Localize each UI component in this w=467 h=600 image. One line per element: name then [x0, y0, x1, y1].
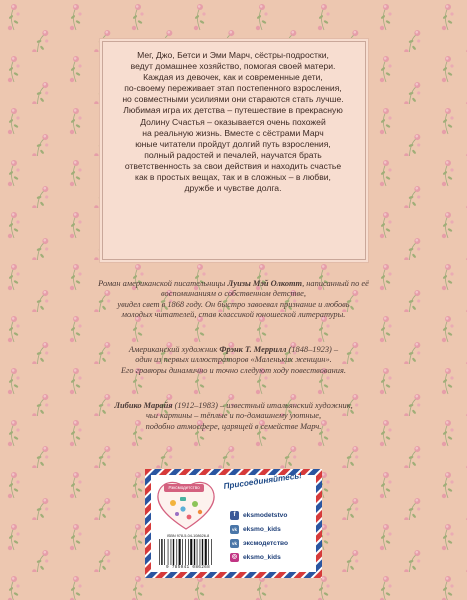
illustrator-name-1: Фрэнк Т. Меррилл: [219, 345, 287, 354]
illustrator-note-1: Американский художник Фрэнк Т. Меррилл (1848–1923) – один из первых иллюстраторов «Маленьких женщин». Его гравюры динамично и точно следуют ходу повествования.: [121, 345, 346, 375]
promo-badge: [145, 469, 322, 578]
annotation-text: Мег, Джо, Бетси и Эми Марч, сёстры-подростки, ведут домашнее хозяйство, помогая своей матери. Каждая из девочек, как и современные дети, по-своему переживает этап постепенного взросления, но совместными усилиями они стараются стать лучше. Любимая игра их детства – путешествие в прекрасную Долину Счастья – оказывается очень похожей на реальную жизнь. Вместе с сёстрами Марч юные читатели пройдут долгий путь взросления, полный радостей и печалей, научатся брать ответственность за свои действия и находить счастье как в простых вещах, так и в сложных – в любви, дружбе и чувстве долга.: [122, 50, 344, 194]
barcode-number: 9 785041 086268: [165, 565, 211, 570]
social-instagram[interactable]: ◎ eksmo_kids: [231, 553, 281, 561]
social-facebook[interactable]: f eksmodetstvo: [230, 509, 316, 521]
vk-icon: vk: [230, 539, 239, 548]
social-vk-1[interactable]: vk eksmo_kids: [230, 523, 316, 535]
author-name: Луизы Мэй Олкотт: [227, 279, 303, 288]
join-label: Присоединяйтесь!: [223, 471, 303, 491]
instagram-icon: ◎: [231, 553, 238, 560]
vk-icon: vk: [230, 525, 239, 534]
barcode: [157, 539, 219, 565]
isbn-text: ISBN 978-5-04-108626-8: [166, 534, 210, 538]
promo-card: [151, 471, 316, 572]
brand-hashtag: #эксмодетство: [164, 484, 204, 492]
illustrator-name-2: Либико Марайя: [114, 401, 173, 410]
social-vk-2[interactable]: vk эксмодетство: [230, 537, 316, 549]
facebook-icon: f: [230, 511, 239, 520]
illustrator-note-2: Либико Марайя (1912–1983) – известный итальянский художник, чьи картины – тёплые и по-домашнему уютные, подобно атмосфере, царящей в семействе Марч.: [114, 401, 353, 431]
novel-note: Роман американской писательницы Луизы Мэй Олкотт, написанный по её воспоминаниям о собственном детстве, увидел свет в 1868 году. Он быстро завоевал признание и любовь молодых читателей, став классикой юношеской литературы.: [98, 279, 369, 320]
